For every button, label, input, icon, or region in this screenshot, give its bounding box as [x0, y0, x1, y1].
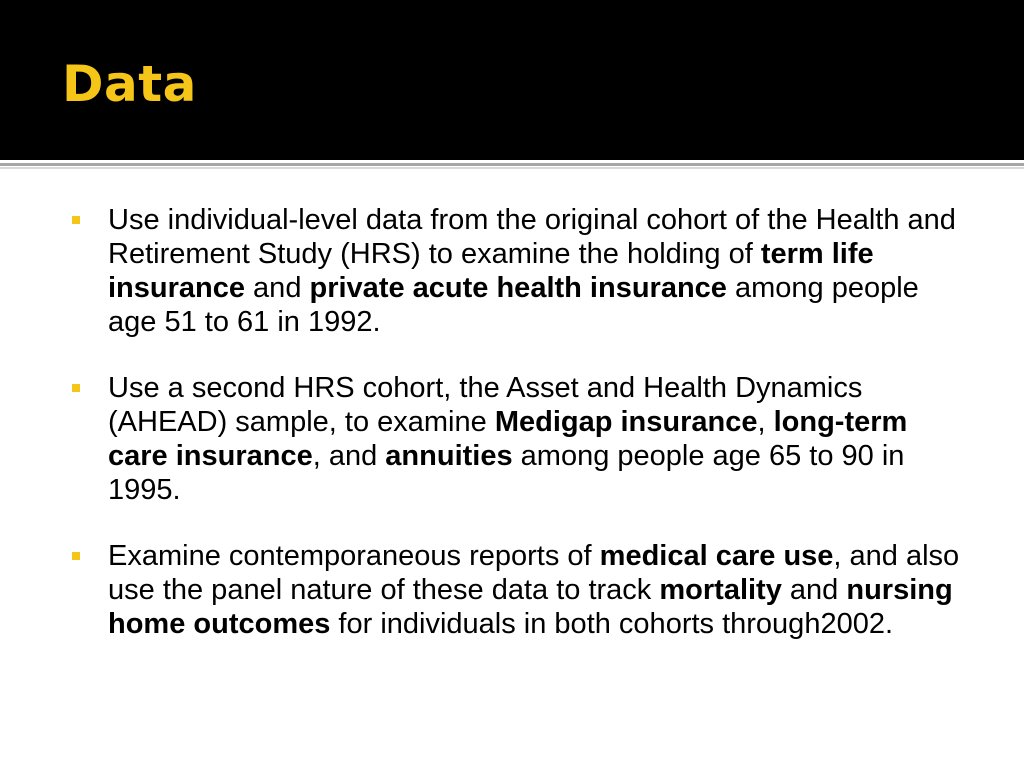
text-segment: and — [245, 272, 310, 304]
bullet-item — [70, 539, 970, 641]
bold-term: Medigap insurance — [494, 406, 758, 438]
text-segment: among people age 65 to 90 in 1995. — [108, 440, 905, 506]
square-bullet-icon — [72, 552, 80, 560]
bold-term: long-term care insurance — [108, 406, 908, 472]
text-segment: , — [757, 406, 774, 438]
title-divider-shadow — [0, 167, 1024, 169]
text-segment: , and — [312, 440, 386, 472]
text-segment: and — [781, 574, 847, 606]
bold-term: term life insurance — [108, 238, 874, 304]
bold-term: annuities — [385, 440, 513, 472]
bullet-item — [70, 203, 970, 339]
text-segment: Examine contemporaneous reports of — [108, 540, 600, 572]
square-bullet-icon — [72, 216, 80, 224]
bullet-text — [108, 372, 907, 506]
bullet-item — [70, 371, 970, 507]
square-bullet-icon — [72, 384, 80, 392]
title-bar — [0, 0, 1024, 160]
text-segment: , and also use the panel nature of these data to track — [108, 540, 960, 606]
bullet-text — [108, 540, 959, 640]
slide-title: Data — [62, 55, 197, 113]
bold-term: mortality — [659, 574, 782, 606]
text-segment: Use a second HRS cohort, the Asset and Health Dynamics (AHEAD) sample, to examine — [108, 372, 863, 438]
bullet-text — [108, 204, 956, 338]
title-divider — [0, 163, 1024, 166]
bold-term: medical care use — [599, 540, 834, 572]
text-segment: for individuals in both cohorts through2002. — [330, 608, 894, 640]
bullet-list — [70, 203, 970, 673]
bold-term: private acute health insurance — [309, 272, 727, 304]
bold-term: nursing home outcomes — [108, 574, 953, 640]
text-segment: Use individual-level data from the original cohort of the Health and Retirement Study (HRS) to examine the holding of — [108, 204, 956, 270]
text-segment: among people age 51 to 61 in 1992. — [108, 272, 919, 338]
